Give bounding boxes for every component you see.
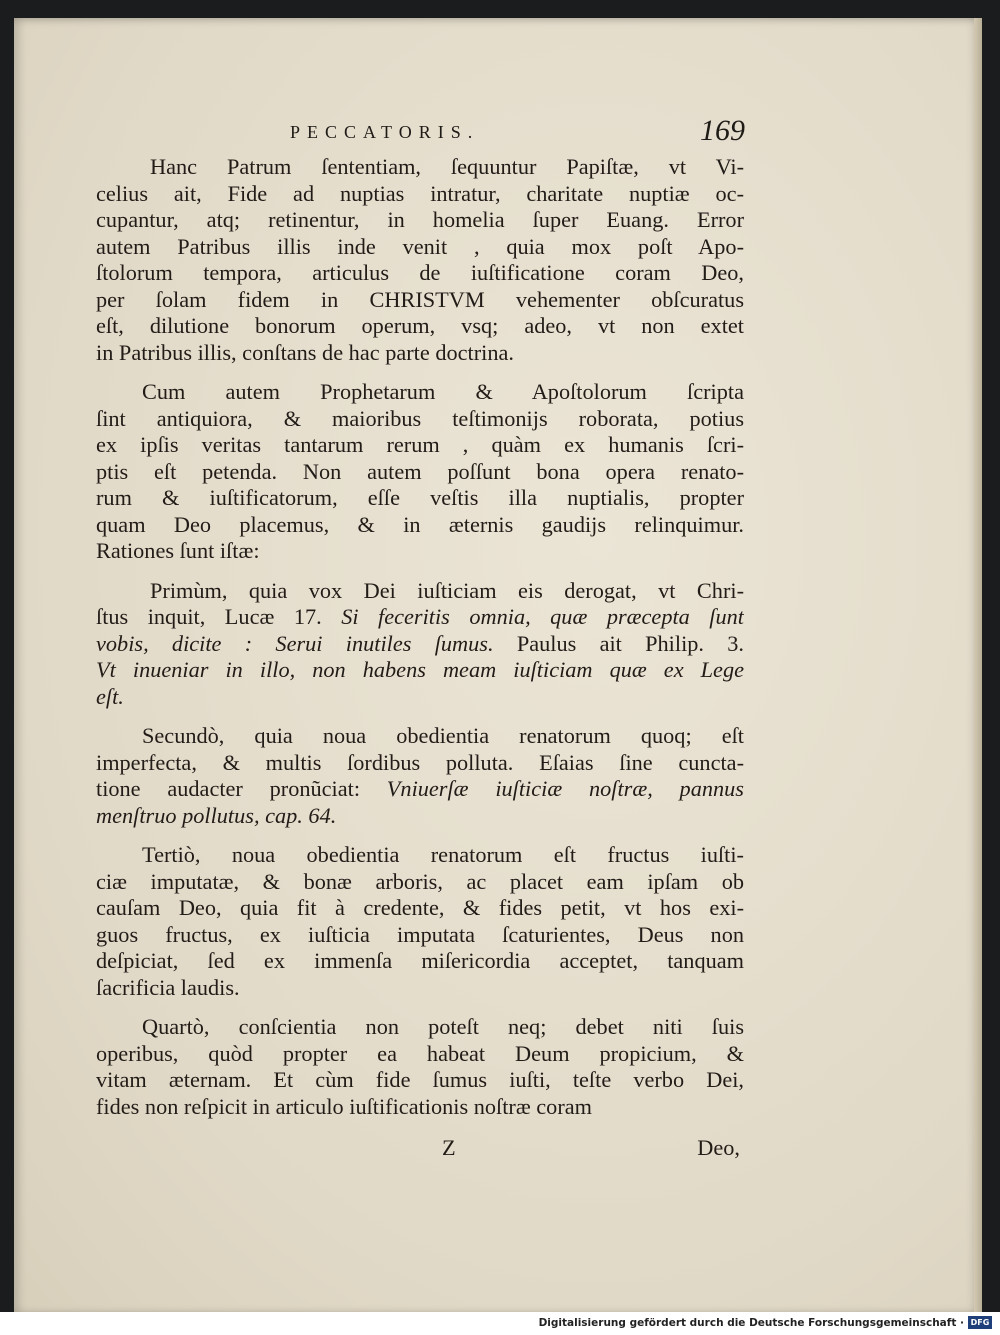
text-line [96,895,744,922]
italic-quotation: menſtruo pollutus, cap. 64. [96,802,337,828]
text-run: deſpiciat, ſed ex immenſa miſericordia acceptet, tanquam [96,948,744,973]
italic-quotation: Vniuerſæ iuſticiæ noſtræ, pannus [386,776,744,801]
text-line [96,803,744,830]
text-line [96,684,744,711]
text-line [96,657,744,684]
text-run: Hanc Patrum ſententiam, ſequuntur Papiſtæ, vt Vi- [150,154,744,179]
paragraph [96,154,744,366]
text-line [96,1014,744,1041]
text-run: quam Deo placemus, & in æternis gaudijs relinquimur. [96,511,744,537]
body-text [96,154,744,1163]
text-run: ſint antiquiora, & maioribus teſtimonijs roborata, potius [96,405,744,431]
text-run: imperfecta, & multis ſordibus polluta. Eſaias ſine cuncta- [96,749,744,775]
text-line [96,842,744,869]
italic-quotation: Si feceritis omnia, quæ præcepta ſunt [341,604,744,629]
paragraph [96,723,744,829]
text-line [96,869,744,896]
text-run: celius ait, Fide ad nuptias intratur, charitate nuptiæ oc- [96,180,744,206]
text-run: ſtolorum tempora, articulus de iuſtificatione coram Deo, [96,260,744,285]
running-head: PECCATORIS. [290,122,480,142]
text-run: Primùm, quia vox Dei iuſticiam eis derogat, vt Chri- [150,577,744,603]
page-number: 169 [700,114,745,147]
text-line [96,631,744,658]
text-line [96,340,744,367]
text-line [96,154,744,181]
text-line [96,922,744,949]
text-line [96,313,744,340]
funding-credit: Digitalisierung gefördert durch die Deutsche Forschungsgemeinschaft · [538,1317,964,1329]
text-run: cupantur, atq; retinentur, in homelia ſuper Euang. Error [96,207,744,232]
paragraph [96,379,744,565]
paragraph [96,1014,744,1120]
paragraph [96,578,744,711]
text-run: Paulus ait Philip. 3. [493,630,744,656]
italic-quotation: eſt. [96,683,124,709]
text-run: per ſolam fidem in CHRISTVM vehementer obſcuratus [96,286,744,312]
text-run: rum & iuſtificatorum, eſſe veſtis illa nuptialis, propter [96,485,744,510]
text-run: autem Patribus illis inde venit , quia mox poſt Apo- [96,233,744,259]
text-line [96,459,744,486]
text-line [96,723,744,750]
text-run: guos fructus, ex iuſticia imputata ſcaturientes, Deus non [96,921,744,947]
page-header [14,110,982,150]
text-line [96,578,744,605]
text-line [96,287,744,314]
text-run: Rationes ſunt iſtæ: [96,538,260,563]
text-line [96,538,744,565]
paragraph [96,842,744,1001]
text-line [96,604,744,631]
text-run: cauſam Deo, quia fit à credente, & fides petit, vt hos exi- [96,895,744,920]
text-line [96,207,744,234]
text-run: Secundò, quia noua obedientia renatorum quoq; eſt [142,723,744,748]
catch-line [96,1133,744,1163]
italic-quotation: vobis, dicite : Serui inutiles ſumus. [96,630,494,656]
text-run: in Patribus illis, conſtans de hac parte doctrina. [96,339,514,365]
text-run: Tertiò, noua obedientia renatorum eſt fructus iuſti- [142,842,744,867]
text-run: Cum autem Prophetarum & Apoſtolorum ſcripta [142,379,744,404]
text-run: ptis eſt petenda. Non autem poſſunt bona opera renato- [96,458,744,484]
text-line [96,1067,744,1094]
book-page [14,18,982,1315]
text-line [96,379,744,406]
text-line [96,406,744,433]
text-run: vitam æternam. Et cùm fide ſumus iuſti, teſte verbo Dei, [96,1067,744,1092]
text-line [96,750,744,777]
text-line [96,1094,744,1121]
catchword: Deo, [697,1135,740,1160]
paragraph-container [96,154,744,1120]
text-run: ciæ imputatæ, & bonæ arboris, ac placet eam ipſam ob [96,868,744,894]
text-run: eſt, dilutione bonorum operum, vsq; adeo, vt non extet [96,313,744,338]
italic-quotation: Vt inueniar in illo, non habens meam iuſticiam quæ ex Lege [96,657,744,682]
text-run: operibus, quòd propter ea habeat Deum propicium, & [96,1040,744,1066]
text-line [96,975,744,1002]
text-line [96,512,744,539]
text-line [96,948,744,975]
text-line [96,432,744,459]
text-run: fides non reſpicit in articulo iuſtificationis noſtræ coram [96,1093,592,1119]
text-line [96,1041,744,1068]
signature-mark: Z [442,1135,456,1160]
text-line [96,181,744,208]
text-line [96,485,744,512]
digitization-footer [0,1312,1000,1335]
text-run: ex ipſis veritas tantarum rerum , quàm ex humanis ſcri- [96,432,744,457]
text-line [96,776,744,803]
text-run: ſtus inquit, Lucæ 17. [96,604,342,629]
text-line [96,234,744,261]
page-edge [974,18,982,1315]
text-run: tione audacter pronũciat: [96,776,387,801]
dfg-logo-icon: DFG [968,1316,992,1329]
text-run: ſacrificia laudis. [96,974,240,1000]
text-line [96,260,744,287]
text-run: Quartò, conſcientia non poteſt neq; debet niti ſuis [142,1014,744,1039]
